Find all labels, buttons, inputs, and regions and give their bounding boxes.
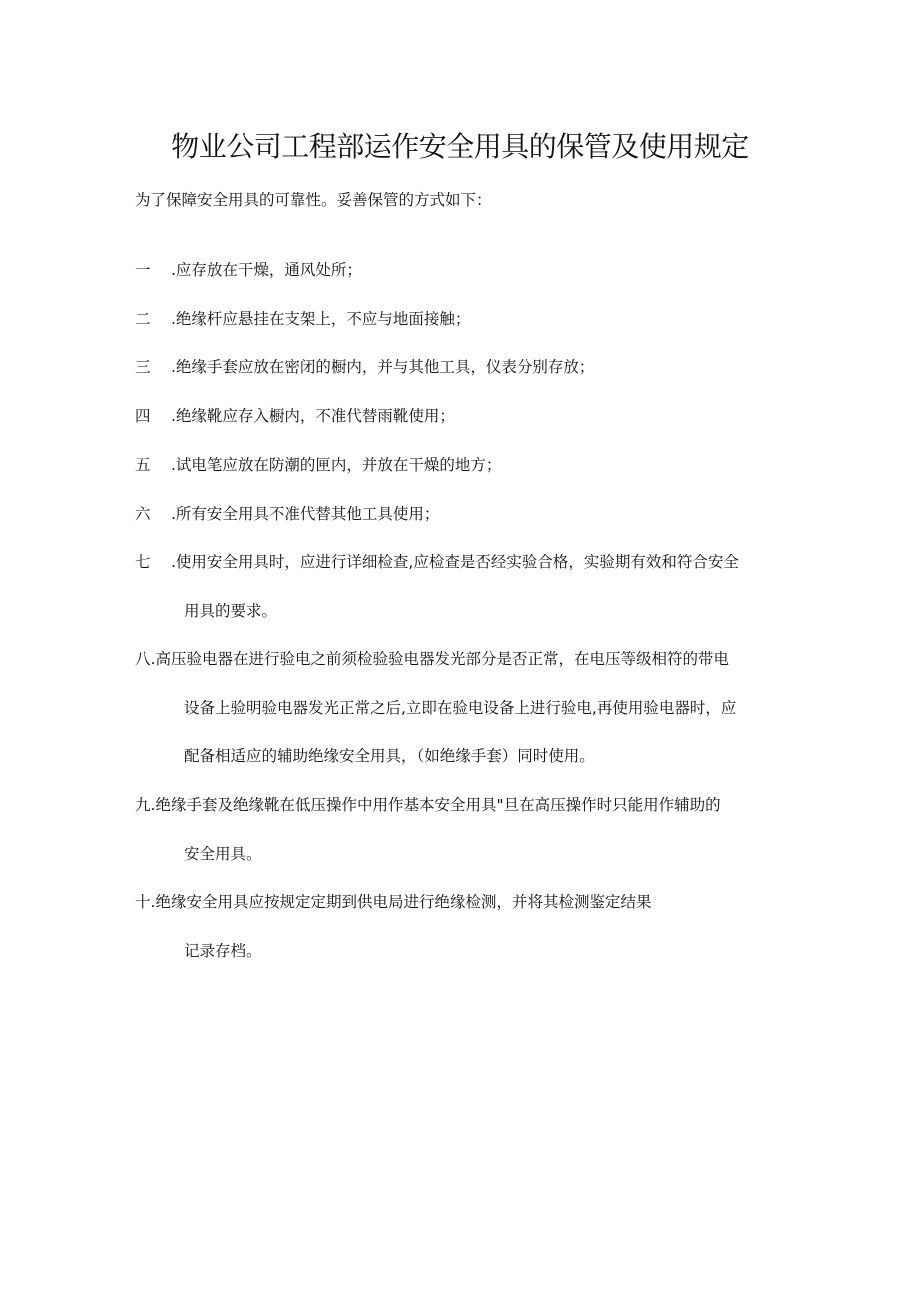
item-continuation: 安全用具。 [184,845,262,863]
item-number: 七 [135,553,151,571]
list-item [135,453,795,477]
list-item [135,355,795,379]
list-item [135,307,795,331]
list-item [135,550,795,574]
intro-paragraph: 为了保障安全用具的可靠性。妥善保管的方式如下： [135,191,492,209]
item-continuation: 记录存档。 [184,942,262,960]
item-text: .绝缘杆应悬挂在支架上，不应与地面接触； [171,310,471,328]
page-title: 物业公司工程部运作安全用具的保管及使用规定 [171,130,749,163]
list-item [135,502,795,526]
item-continuation: 用具的要求。 [184,602,278,620]
item-text: .绝缘手套及绝缘靴在低压操作中用作基本安全用具"旦在高压操作时只能用作辅助的 [150,796,721,814]
list-item [135,404,795,428]
item-number: 十 [135,893,151,911]
item-text: .试电笔应放在防潮的匣内，并放在干燥的地方； [171,456,502,474]
item-text: .绝缘手套应放在密闭的橱内，并与其他工具，仪表分别存放； [171,358,595,376]
item-text: .应存放在干燥，通风处所； [171,261,362,279]
item-continuation: 设备上验明验电器发光正常之后,立即在验电设备上进行验电,再使用验电器时，应 [184,699,737,717]
list-item [135,647,795,671]
list-item [135,890,795,914]
item-number: 三 [135,358,151,376]
list-item [135,793,795,817]
item-text: .使用安全用具时，应进行详细检查,应检查是否经实验合格，实验期有效和符合安全 [171,553,739,571]
item-text: .绝缘安全用具应按规定定期到供电局进行绝缘检测，并将其检测鉴定结果 [150,893,652,911]
list-item [135,258,795,282]
item-number: 八 [135,650,151,668]
item-text: .所有安全用具不准代替其他工具使用； [171,505,440,523]
item-number: 一 [135,261,151,279]
item-number: 六 [135,505,151,523]
item-number: 二 [135,310,151,328]
item-continuation: 配备相适应的辅助绝缘安全用具，（如绝缘手套）同时使用。 [184,747,595,765]
item-text: .绝缘靴应存入橱内，不准代替雨靴使用； [171,407,455,425]
item-number: 五 [135,456,151,474]
item-text: .高压验电器在进行验电之前须检验验电器发光部分是否正常，在电压等级相符的带电 [150,650,729,668]
item-number: 九 [135,796,151,814]
item-number: 四 [135,407,151,425]
